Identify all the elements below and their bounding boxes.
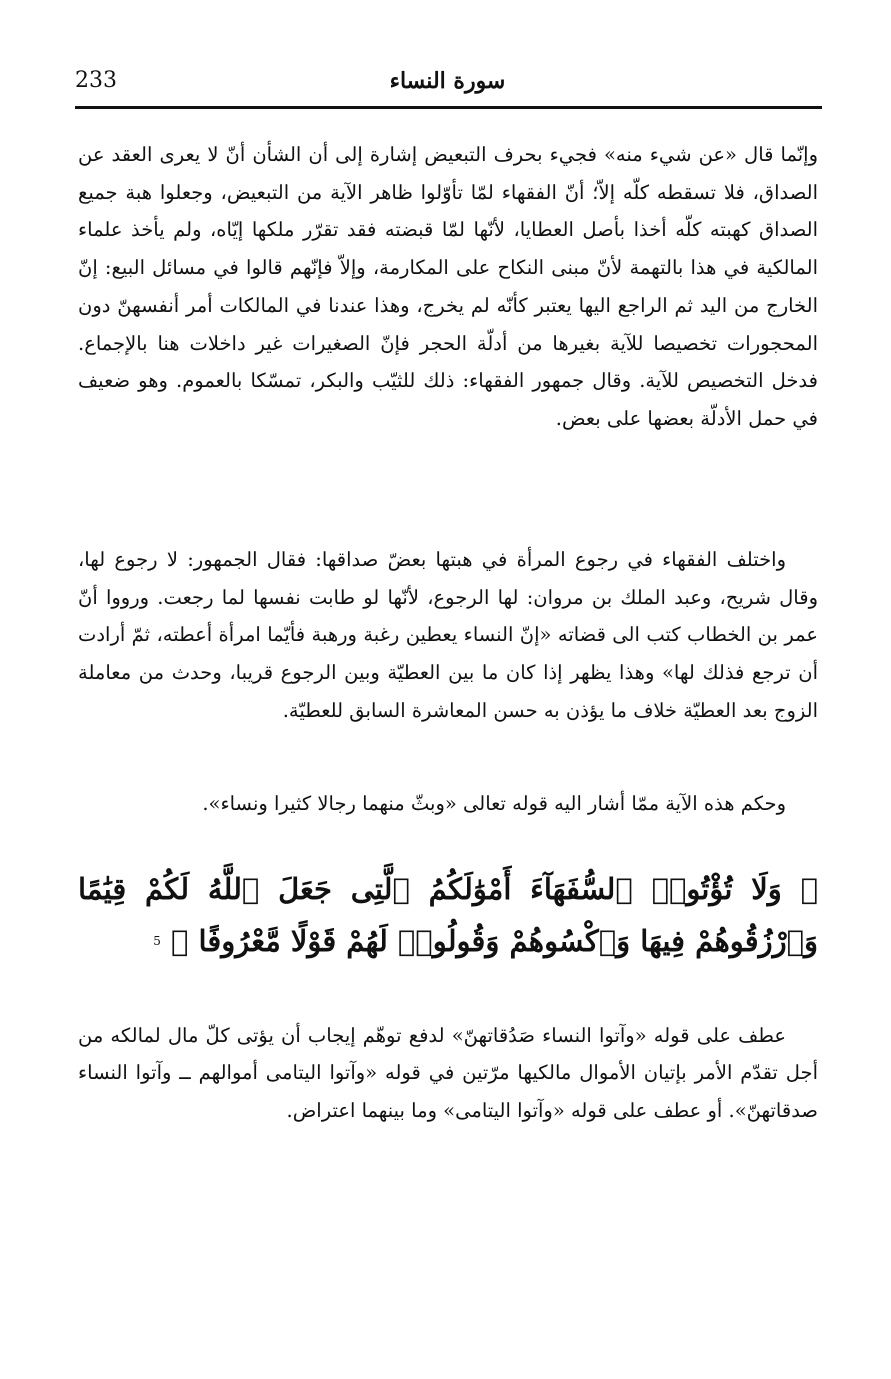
page-body [78, 136, 818, 1130]
verse-text: ﴿ وَلَا تُؤْتُوا۟ ٱلسُّفَهَآءَ أَمْوَٰلَكُمُ ٱلَّتِى جَعَلَ ٱللَّهُ لَكُمْ قِيَٰمًا وَٱرْزُقُوهُمْ فِيهَا وَٱكْسُوهُمْ وَقُولُوا۟ لَهُمْ قَوْلًا مَّعْرُوفًا ﴾ [78, 871, 818, 958]
paragraph-2: واختلف الفقهاء في رجوع المرأة في هبتها بعضّ صداقها: فقال الجمهور: لا رجوع لها، وقال شريح، وعبد الملك بن مروان: لها الرجوع، لأنّها لو طابت نفسها لما رجعت. ورووا أنّ عمر بن الخطاب كتب الى قضاته «إنّ النساء يعطين رغبة ورهبة فأيّما امرأة أعطته، ثمّ أرادت أن ترجع فذلك لها» وهذا يظهر إذا كان ما بين العطيّة وبين الرجوع قريبا، وحدث من معاملة الزوج بعد العطيّة خلاف ما يؤذن به حسن المعاشرة السابق للعطيّة. [78, 548, 818, 722]
paragraph-3: وحكم هذه الآية ممّا أشار اليه قوله تعالى «وبثّ منهما رجالا كثيرا ونساء». [202, 792, 786, 815]
quran-verse [78, 863, 818, 979]
paragraph-4: عطف على قوله «وآتوا النساء صَدُقاتهنّ» لدفع توهّم إيجاب أن يؤتى كلّ مال لمالكه من أجل تقدّم الأمر بإتيان الأموال مالكيها مرّتين في قوله «وآتوا اليتامى أموالهم ــ وآتوا النساء صدقاتهنّ». أو عطف على قوله «وآتوا اليتامى» وما بينهما اعتراض. [78, 1023, 818, 1123]
running-title: سورة النساء [389, 68, 506, 94]
paragraph-1: وإنّما قال «عن شيء منه» فجيء بحرف التبعيض إشارة إلى أن الشأن أنّ لا يعرى العقد عن الصداق، فلا تسقطه كلّه إلاّ؛ أنّ الفقهاء لمّا تأوّلوا ظاهر الآية من التبعيض، وجعلوا هبة جميع الصداق كهبته كلّه أخذا بأصل العطايا، لأنّها لمّا قبضته فقد تقرّر ملكها إيّاه، ولم يأخذ علماء المالكية في هذا بالتهمة لأنّ مبنى النكاح على المكارمة، وإلاّ فإنّهم قالوا في مسائل البيع: إنّ الخارج من اليد ثم الراجع اليها يعتبر كأنّه لم يخرج، وهذا عندنا في المالكات أمر أنفسهنّ دون المحجورات تخصيصا للآية بغيرها من أدلّة الحجر فإنّ الصغيرات غير داخلات هنا بالإجماع. فدخل التخصيص للآية. وقال جمهور الفقهاء: ذلك للثيّب والبكر، تمسّكا بالعموم. وهو ضعيف في حمل الأدلّة بعضها على بعض. [78, 143, 818, 430]
page-header [75, 66, 820, 110]
verse-number: 5 [153, 933, 161, 948]
page-number: 233 [75, 68, 117, 93]
header-rule [75, 106, 822, 109]
